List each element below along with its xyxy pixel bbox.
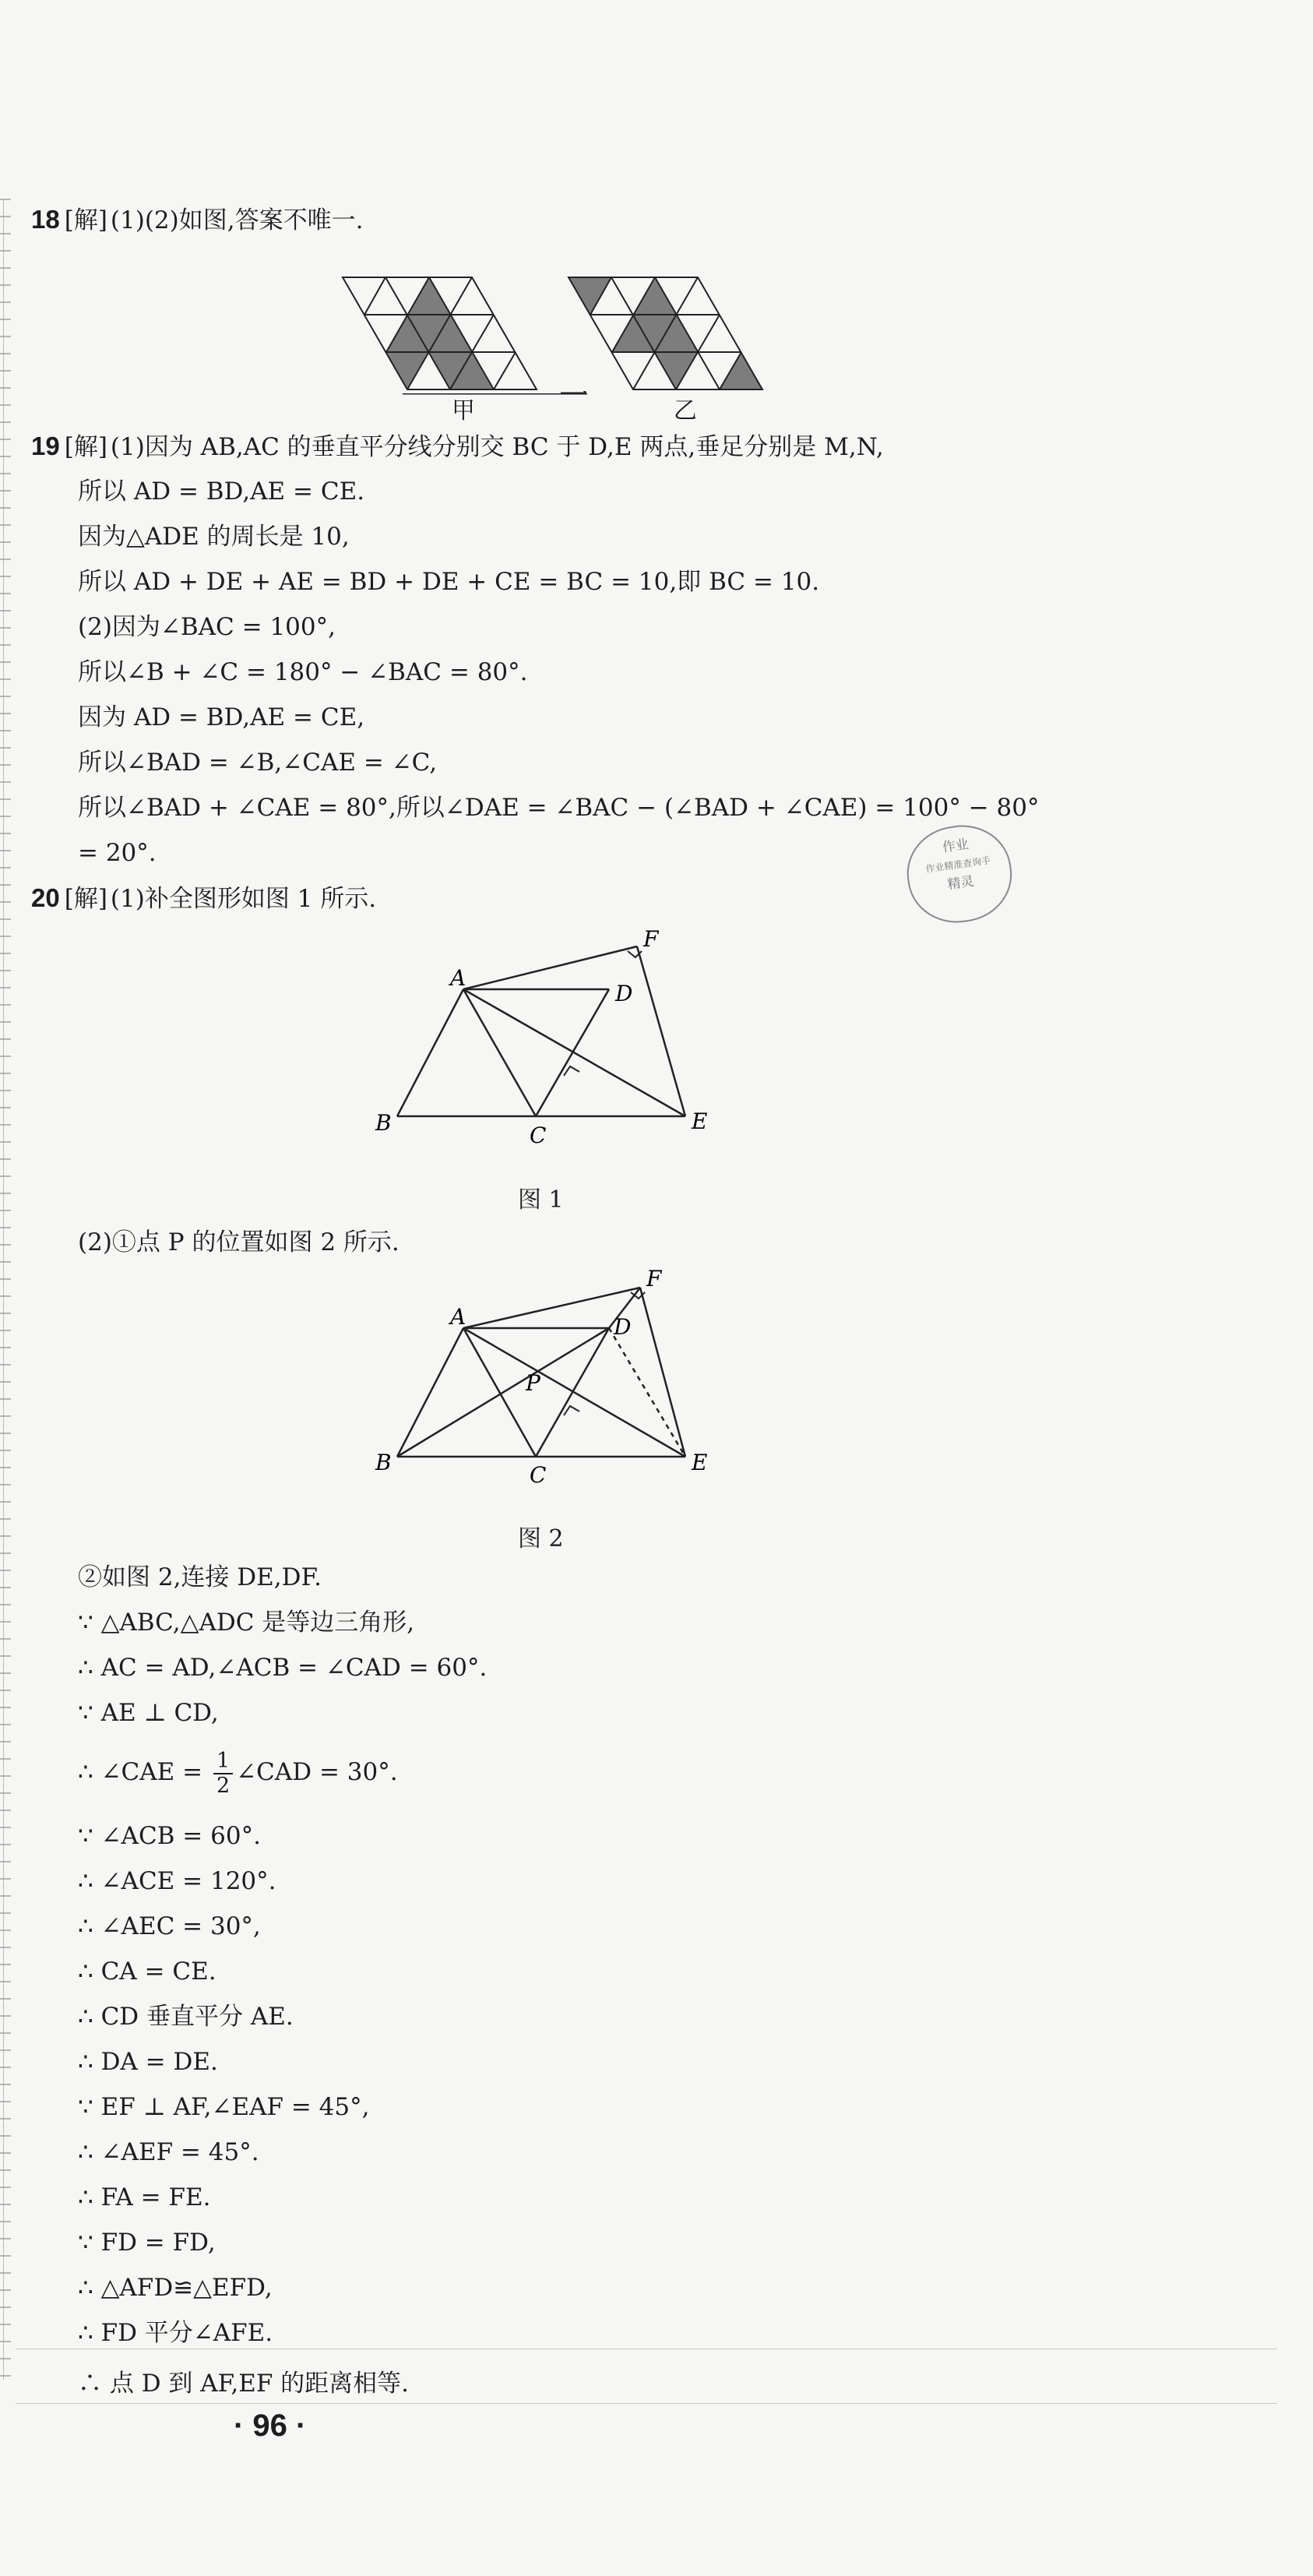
q18-tag: [解] [64, 206, 107, 234]
q19-line-4: 所以 AD + DE + AE = BD + DE + CE = BC = 10,即 BC = 10. [78, 568, 820, 596]
q20-part1: (1)补全图形如图 1 所示. [110, 885, 377, 913]
proof-line-11: ∴ DA = DE. [78, 2048, 218, 2076]
q19-number: 19 [31, 432, 60, 460]
fig1-label-e: E [692, 1108, 708, 1134]
q19-text-1: (1)因为 AB,AC 的垂直平分线分别交 BC 于 D,E 两点,垂足分别是 M,N, [110, 433, 884, 461]
q19-line-8: 所以∠BAD = ∠B,∠CAE = ∠C, [78, 749, 438, 777]
q18-number: 18 [31, 205, 60, 234]
fig2-label-d: D [614, 1314, 632, 1340]
fig1-label-a: A [450, 965, 466, 991]
proof-line-13: ∴ ∠AEF = 45°. [78, 2138, 259, 2166]
q19-tag: [解] [64, 433, 107, 461]
fig1-label-d: D [615, 981, 633, 1006]
proof-line-4: ∵ AE ⊥ CD, [78, 1699, 219, 1727]
proof-line-2: ∵ △ABC,△ADC 是等边三角形, [78, 1609, 415, 1637]
proof-line-5 [78, 1745, 398, 1799]
fig1-label-f: F [643, 926, 659, 952]
stamp-line-1: 作业 [941, 837, 970, 856]
proof-line-1: ②如图 2,连接 DE,DF. [78, 1563, 322, 1591]
page-number: · 96 · [234, 2409, 307, 2443]
stamp-line-2: 作业精准查询手 [924, 855, 991, 875]
stamp-line-3: 精灵 [946, 873, 975, 893]
fig2-label-p: P [526, 1370, 540, 1396]
proof-line-3: ∴ AC = AD,∠ACB = ∠CAD = 60°. [78, 1654, 488, 1682]
q18-text: (1)(2)如图,答案不唯一. [110, 206, 364, 234]
proof-line-16: ∴ △AFD≌△EFD, [78, 2274, 273, 2302]
fig1-label-b: B [375, 1110, 392, 1136]
binding-edge-ticks [0, 199, 11, 2380]
fig2-label-b: B [375, 1450, 392, 1475]
q20-part2: (2)①点 P 的位置如图 2 所示. [78, 1228, 400, 1256]
proof-line-18: ∴ 点 D 到 AF,EF 的距离相等. [78, 2370, 410, 2398]
q19-line-1 [31, 431, 884, 463]
q18-label-jia: 甲 [452, 397, 475, 425]
q19-line-5: (2)因为∠BAC = 100°, [78, 613, 336, 641]
proof-line-5-start: ∴ ∠CAE = [78, 1758, 210, 1786]
q19-line-7: 因为 AD = BD,AE = CE, [78, 703, 365, 731]
fraction-numerator: 1 [213, 1750, 233, 1774]
proof-line-8: ∴ ∠AEC = 30°, [78, 1912, 261, 1940]
q19-line-6: 所以∠B + ∠C = 180° − ∠BAC = 80°. [78, 658, 528, 686]
proof-line-6: ∵ ∠ACB = 60°. [78, 1822, 261, 1850]
proof-line-17: ∴ FD 平分∠AFE. [78, 2319, 273, 2347]
q20-tag: [解] [64, 885, 107, 913]
q19-line-3: 因为△ADE 的周长是 10, [78, 523, 350, 551]
proof-line-7: ∴ ∠ACE = 120°. [78, 1867, 276, 1895]
proof-line-15: ∵ FD = FD, [78, 2229, 216, 2257]
fraction-half [213, 1750, 233, 1798]
fig2-label-c: C [530, 1462, 547, 1484]
q19-line-9: 所以∠BAD + ∠CAE = 80°,所以∠DAE = ∠BAC − (∠BAD + ∠CAE) = 100° − 80° [78, 794, 1040, 822]
figure-2 [358, 1266, 732, 1484]
fig2-label-e: E [692, 1450, 708, 1475]
q18-line [31, 204, 363, 236]
proof-line-12: ∵ EF ⊥ AF,∠EAF = 45°, [78, 2093, 370, 2121]
proof-line-5-end: ∠CAD = 30°. [236, 1758, 398, 1786]
q19-line-2: 所以 AD = BD,AE = CE. [78, 477, 365, 506]
fig2-label-f: F [646, 1266, 662, 1292]
q18-label-yi: 乙 [674, 397, 697, 425]
proof-line-14: ∴ FA = FE. [78, 2183, 211, 2211]
q20-number: 20 [31, 883, 60, 912]
figure-2-caption: 图 2 [518, 1525, 564, 1552]
q18-grids [335, 274, 779, 391]
q19-line-10: = 20°. [78, 839, 157, 867]
app-watermark-stamp [901, 819, 1018, 929]
fraction-denominator: 2 [216, 1773, 231, 1798]
fig2-label-a: A [450, 1304, 466, 1330]
q20-line-1 [31, 883, 376, 914]
fig1-label-c: C [530, 1122, 547, 1148]
footer-rule-bottom [16, 2403, 1277, 2404]
figure-1 [358, 923, 732, 1149]
proof-line-10: ∴ CD 垂直平分 AE. [78, 2003, 294, 2031]
figure-1-caption: 图 1 [518, 1186, 564, 1214]
proof-line-9: ∴ CA = CE. [78, 1958, 216, 1986]
